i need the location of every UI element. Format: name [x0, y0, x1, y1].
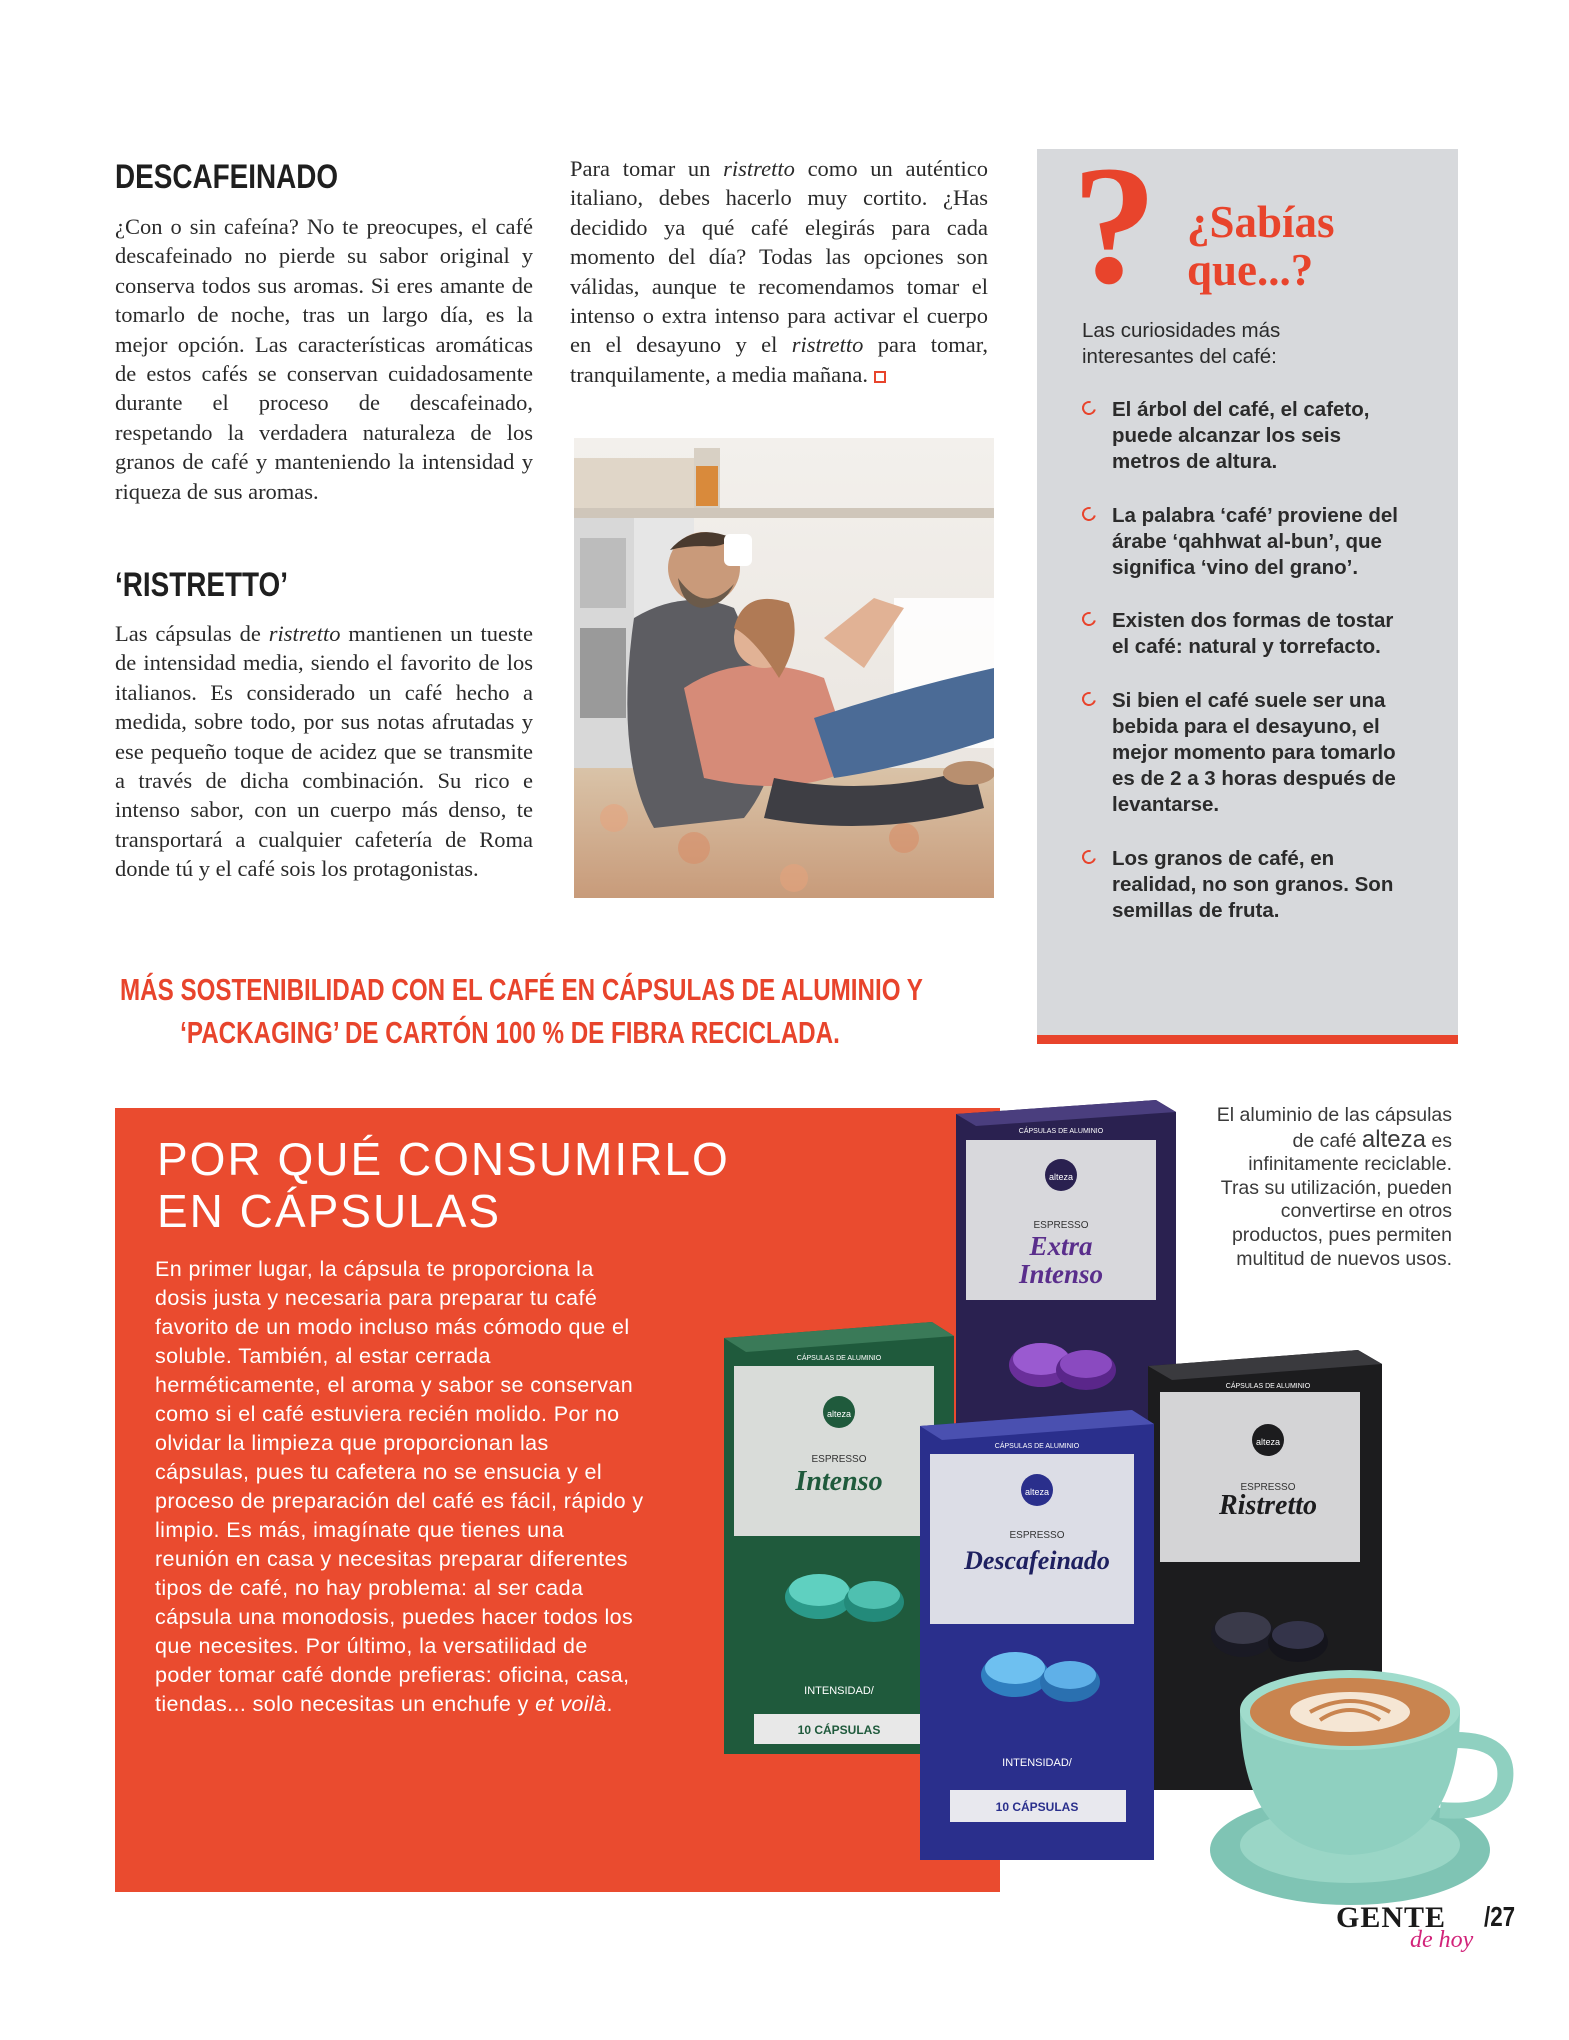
couple-photo-illustration — [574, 438, 994, 898]
capsules-image — [996, 1325, 1126, 1395]
product-count: 10 CÁPSULAS — [995, 1800, 1079, 1814]
product-brand: alteza — [1048, 1172, 1074, 1182]
middle-text-1: Para tomar un — [570, 156, 724, 181]
sustainability-callout — [120, 968, 923, 1054]
bullet-icon — [1079, 847, 1098, 866]
sabias-title-line2: que...? — [1187, 245, 1314, 295]
fact-text: El árbol del café, el cafeto, puede alcanzar los seis metros de altura. — [1112, 398, 1370, 474]
facts-list — [1082, 397, 1412, 951]
ristretto-heading: ‘RISTRETTO’ — [115, 566, 288, 604]
sabias-title-line1: ¿Sabías — [1187, 197, 1335, 247]
fact-text: Los granos de café, en realidad, no son granos. Son semillas de fruta. — [1112, 846, 1394, 923]
product-extra-intenso — [956, 1100, 1176, 1430]
product-label-top: CÁPSULAS DE ALUMINIO — [994, 1443, 1080, 1450]
question-mark-icon: ? — [1072, 131, 1157, 319]
ristretto-body — [115, 619, 533, 884]
middle-text-2: como un auténtico italiano, debes hacerlo muy cortito. ¿Has decidido ya qué café elegirás para cada momento del día? Todas las opciones son válidas, aunque te recomendamos tomar el intenso o extra intenso para activar el cuerpo en el desayuno y el — [570, 156, 988, 358]
callout-line1: MÁS SOSTENIBILIDAD CON EL CAFÉ EN CÁPSULAS DE ALUMINIO Y — [120, 972, 923, 1007]
product-name: Intenso — [795, 1466, 883, 1497]
product-brand: alteza — [1024, 1487, 1050, 1497]
end-mark — [874, 371, 886, 383]
product-name: Extra Intenso — [1018, 1231, 1104, 1289]
sabias-title — [1187, 198, 1335, 294]
fact-text: Existen dos formas de tostar el café: natural y torrefacto. — [1112, 609, 1394, 659]
sabias-intro: Las curiosidades más interesantes del café: — [1082, 319, 1281, 368]
fact-item — [1082, 608, 1412, 660]
bullet-icon — [1079, 689, 1098, 708]
ristretto-term: ristretto — [268, 621, 341, 646]
fact-text: La palabra ‘café’ proviene del árabe ‘qahhwat al-bun’, que significa ‘vino del grano’. — [1112, 503, 1398, 580]
product-intensity: INTENSIDAD/ — [804, 1685, 874, 1697]
capsulas-title-line1: POR QUÉ CONSUMIRLO — [157, 1133, 730, 1185]
product-brand: alteza — [1255, 1437, 1281, 1447]
product-label-top: CÁPSULAS DE ALUMINIO — [796, 1355, 882, 1362]
magazine-logo-dehoy: de hoy — [1410, 1927, 1474, 1953]
product-brand: alteza — [826, 1409, 852, 1419]
aluminio-text-1: El aluminio de las cápsulas de café — [1216, 1104, 1452, 1152]
product-descafeinado — [920, 1410, 1154, 1860]
middle-term-2: ristretto — [791, 332, 864, 358]
capsulas-body-text: En primer lugar, la cápsula te proporciona la dosis justa y necesaria para preparar tu café favorito de un modo incluso más cómodo que el soluble. También, al estar cerrada herméticamente, el aroma y sabor se conservan como si el café estuviera recién molido. Por no olvidar la limpieza que proporcionan las cápsulas, pues tu cafetera no se ensucia y el proceso de preparación del café es fácil, rápido y limpio. Es más, imagínate que tienes una reunión en casa y necesitas preparar diferentes tipos de café, no hay problema: al ser cada cápsula una monodosis, puedes hacer todos los que necesites. Por último, la versatilidad de poder tomar café donde prefieras: oficina, casa, tiendas... solo necesitas un enchufe y — [155, 1257, 644, 1716]
product-type: ESPRESSO — [811, 1454, 867, 1465]
product-type: ESPRESSO — [1240, 1482, 1296, 1493]
product-type: ESPRESSO — [1009, 1530, 1065, 1541]
bullet-icon — [1079, 610, 1098, 629]
capsulas-title-line2: EN CÁPSULAS — [157, 1185, 502, 1237]
capsulas-body — [155, 1255, 645, 1719]
product-type: ESPRESSO — [1033, 1220, 1089, 1231]
magazine-logo: GENTE — [1336, 1901, 1447, 1934]
bullet-icon — [1079, 398, 1098, 417]
aluminio-text-2: es infinitamente reciclable. Tras su utilización, pueden convertirse en otros productos, pues permiten multitud de nuevos usos. — [1220, 1129, 1452, 1270]
bullet-icon — [1079, 504, 1098, 523]
couple-photo — [574, 438, 994, 898]
coffee-cup-image — [1200, 1650, 1530, 1920]
product-label-top: CÁPSULAS DE ALUMINIO — [1225, 1383, 1311, 1390]
capsulas-title — [157, 1133, 730, 1237]
middle-term-1: ristretto — [723, 156, 795, 181]
fact-item — [1082, 846, 1412, 925]
descafeinado-heading: DESCAFEINADO — [115, 158, 339, 196]
capsulas-body-end: . — [606, 1692, 613, 1716]
product-label-top: CÁPSULAS DE ALUMINIO — [1018, 1128, 1104, 1135]
product-intensity: INTENSIDAD/ — [1002, 1757, 1072, 1769]
aluminio-note — [1210, 1104, 1452, 1271]
fact-item — [1082, 503, 1412, 582]
fact-item — [1082, 397, 1412, 476]
capsulas-body-italic: et voilà — [535, 1692, 607, 1716]
callout-line2: ‘PACKAGING’ DE CARTÓN 100 % DE FIBRA RECICLADA. — [180, 1015, 840, 1050]
product-name: Descafeinado — [964, 1546, 1110, 1575]
ristretto-body-text-2: mantienen un tueste de intensidad media, siendo el favorito de los italianos. Es considerado un café hecho a medida, sobre todo, por sus notas afrutadas y ese pequeño toque de acidez que se transmite a través de dicha combinación. Su rico e intenso sabor, con un cuerpo más denso, te transportará a cualquier cafetería de Roma donde tú y el café sois los protagonistas. — [115, 621, 533, 882]
middle-column-text — [570, 154, 988, 389]
fact-text: Si bien el café suele ser una bebida para el desayuno, el mejor momento para tomarlo es de 2 a 3 horas después de levantarse. — [1112, 688, 1396, 817]
descafeinado-body: ¿Con o sin cafeína? No te preocupes, el café descafeinado no pierde su sabor original y conserva todos sus aromas. Si eres amante de tomarlo de noche, tras un largo día, es la mejor opción. Las características aromáticas de estos cafés se conservan cuidadosamente durante el proceso de descafeinado, respetando la verdadera naturaleza de los granos de café y manteniendo la intensidad y riqueza de sus aromas. — [115, 214, 533, 504]
fact-item — [1082, 688, 1412, 819]
product-count: 10 CÁPSULAS — [797, 1723, 881, 1737]
page-number: /27 — [1484, 1901, 1516, 1932]
product-name: Ristretto — [1218, 1490, 1317, 1521]
middle-text-3: para tomar, tranquilamente, a media mañana. — [570, 332, 988, 387]
alteza-brand: alteza — [1361, 1125, 1426, 1153]
ristretto-body-text: Las cápsulas de — [115, 621, 269, 646]
sidebar-bottom-rule — [1037, 1035, 1458, 1044]
